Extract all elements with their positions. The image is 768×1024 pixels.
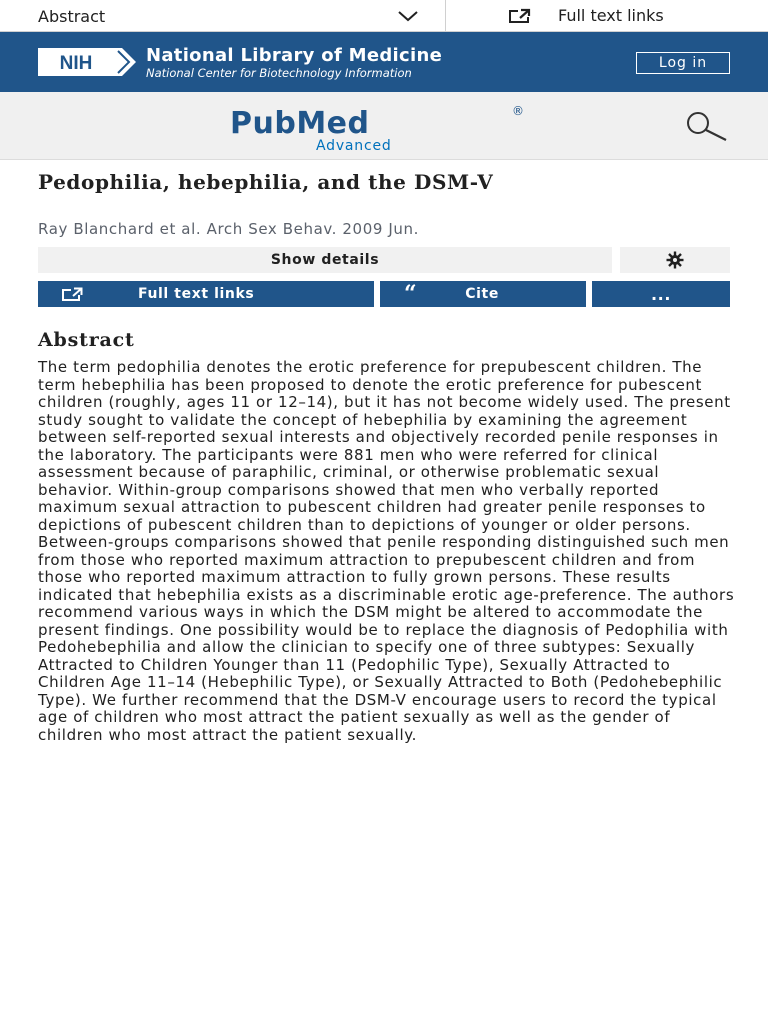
section-jump-label: Abstract xyxy=(38,6,106,26)
full-text-links-label: Full text links xyxy=(138,286,255,302)
sticky-top-bar xyxy=(0,0,768,32)
abstract-body: The term pedophilia denotes the erotic preference for prepubescent children. The term hebephilia has been proposed to denote the erotic preference for pubescent children (roughly, ages 11 or 12–14), but it has not become widely used. The present study sought to validate the concept of hebephilia by examining the agreement between self-reported sexual interests and objectively recorded penile responses in the laboratory. The participants were 881 men who were referred for clinical assessment because of paraphilic, criminal, or otherwise problematic sexual behavior. Within-group comparisons showed that men who verbally reported maximum sexual attraction to pubescent children had greater penile responses to depictions of pubescent children than to depictions of younger or older persons. Between-groups comparisons showed that penile responding distinguished such men from those who reported maximum attraction to prepubescent children and from those who reported maximum attraction to fully grown persons. These results indicated that hebephilia exists as a discriminable erotic age-preference. The authors recommend various ways in which the DSM might be altered to accommodate the present findings. One possibility would be to replace the diagnosis of Pedophilia with Pedohebephilia and allow the clinician to specify one of three subtypes: Sexually Attracted to Children Younger than 11 (Pedophilic Type), Sexually Attracted to Children Age 11–14 (Hebephilic Type), or Sexually Attracted to Both (Pedohebephilic Type). We further recommend that the DSM-V encourage users to record the typical age of children who most attract the patient sexually as well as the gender of children who most attract the patient sexually. xyxy=(38,358,735,744)
nih-logo-text: NIH xyxy=(59,53,93,74)
login-button[interactable]: Log in xyxy=(636,52,730,74)
display-options-button[interactable] xyxy=(620,247,730,273)
cite-button[interactable] xyxy=(380,281,586,307)
nih-logo[interactable] xyxy=(38,48,136,76)
pubmed-mode-label: Advanced xyxy=(316,138,392,154)
gear-icon xyxy=(666,251,684,269)
pubmed-logo-text: PubMed xyxy=(230,106,370,141)
nih-title: National Library of Medicine xyxy=(146,45,443,66)
show-details-button[interactable]: Show details xyxy=(38,247,612,273)
chevron-down-icon xyxy=(397,10,419,22)
search-icon[interactable] xyxy=(678,110,730,142)
top-full-text-links-label: Full text links xyxy=(558,6,664,25)
article-citation[interactable]: Ray Blanchard et al. Arch Sex Behav. 2009 Jun. xyxy=(38,220,419,238)
section-jump-dropdown[interactable] xyxy=(0,0,446,32)
top-full-text-links-button[interactable] xyxy=(446,0,768,31)
more-actions-button[interactable]: ... xyxy=(592,281,730,307)
cite-label: Cite xyxy=(465,286,499,302)
external-link-icon xyxy=(508,8,532,24)
nih-title-block xyxy=(146,46,442,80)
full-text-links-button[interactable] xyxy=(38,281,374,307)
abstract-heading: Abstract xyxy=(38,329,135,351)
article-title: Pedophilia, hebephilia, and the DSM-V xyxy=(38,170,494,194)
pubmed-logo[interactable] xyxy=(230,100,540,152)
external-link-icon xyxy=(62,287,84,301)
registered-mark: ® xyxy=(512,104,524,118)
quote-icon: “ xyxy=(404,281,418,307)
nih-subtitle: National Center for Biotechnology Information xyxy=(146,66,412,80)
pubmed-header xyxy=(0,92,768,160)
